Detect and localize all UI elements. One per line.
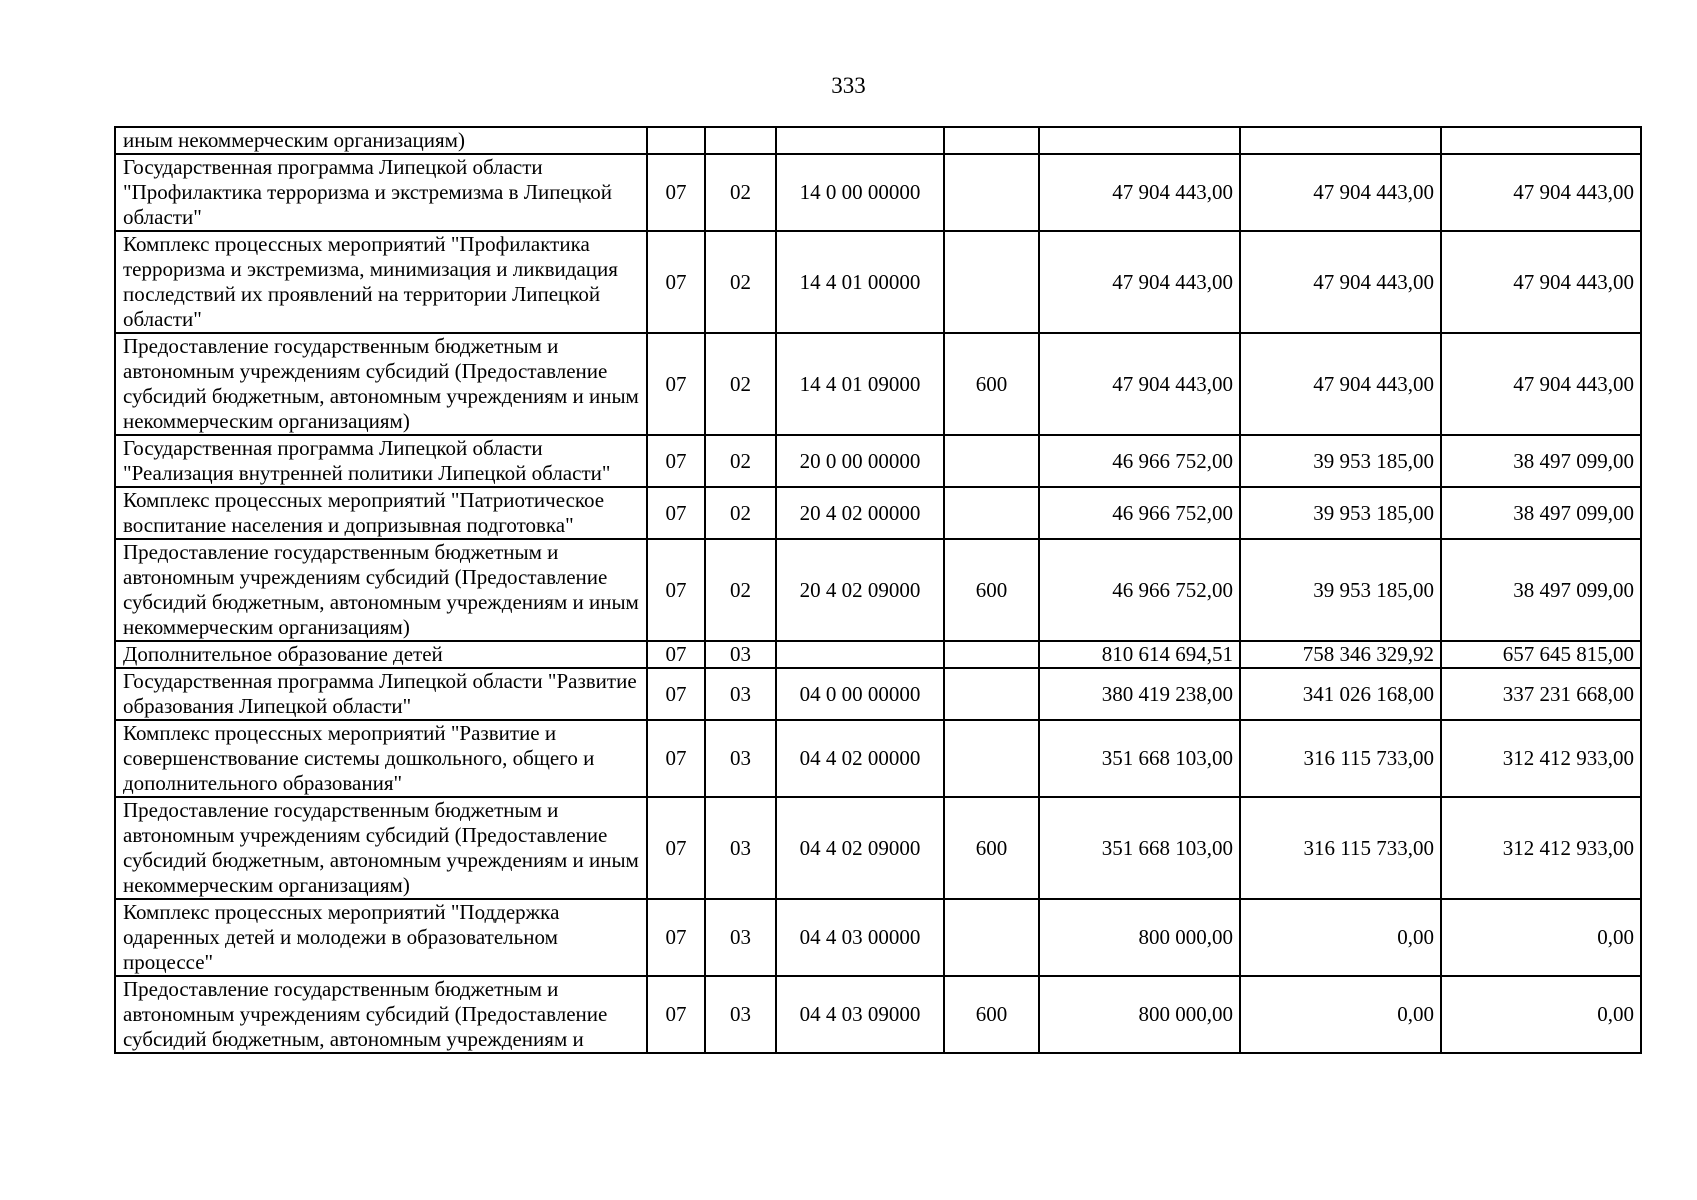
page-number: 333 — [831, 73, 866, 98]
amount-year3-cell: 47 904 443,00 — [1441, 333, 1641, 435]
amount-year3-cell — [1441, 127, 1641, 154]
section-code-cell: 07 — [647, 487, 705, 539]
amount-year3-cell: 38 497 099,00 — [1441, 487, 1641, 539]
amount-year1-cell: 800 000,00 — [1039, 976, 1240, 1053]
target-article-cell: 20 0 00 00000 — [776, 435, 944, 487]
target-article-cell — [776, 127, 944, 154]
amount-year3-cell: 38 497 099,00 — [1441, 435, 1641, 487]
subsection-code-cell: 03 — [705, 641, 776, 668]
target-article-cell: 04 4 03 00000 — [776, 899, 944, 976]
target-article-cell: 20 4 02 09000 — [776, 539, 944, 641]
section-code-cell — [647, 127, 705, 154]
amount-year2-cell: 47 904 443,00 — [1240, 333, 1441, 435]
section-code-cell: 07 — [647, 720, 705, 797]
amount-year2-cell: 39 953 185,00 — [1240, 539, 1441, 641]
amount-year3-cell: 0,00 — [1441, 976, 1641, 1053]
expense-type-cell: 600 — [944, 976, 1039, 1053]
amount-year2-cell: 0,00 — [1240, 976, 1441, 1053]
amount-year2-cell: 47 904 443,00 — [1240, 231, 1441, 333]
amount-year2-cell: 758 346 329,92 — [1240, 641, 1441, 668]
amount-year3-cell: 0,00 — [1441, 899, 1641, 976]
section-code-cell: 07 — [647, 976, 705, 1053]
amount-year3-cell: 312 412 933,00 — [1441, 797, 1641, 899]
amount-year1-cell: 47 904 443,00 — [1039, 333, 1240, 435]
row-name-cell: Государственная программа Липецкой области "Реализация внутренней политики Липецкой области" — [115, 435, 647, 487]
subsection-code-cell: 02 — [705, 539, 776, 641]
table-row — [115, 976, 1641, 1053]
amount-year1-cell: 810 614 694,51 — [1039, 641, 1240, 668]
table-row — [115, 797, 1641, 899]
row-name-cell: Предоставление государственным бюджетным и автономным учреждениям субсидий (Предоставление субсидий бюджетным, автономным учреждениям и иным некоммерческим организациям) — [115, 797, 647, 899]
expense-type-cell — [944, 668, 1039, 720]
row-name-cell: Комплекс процессных мероприятий "Поддержка одаренных детей и молодежи в образовательном процессе" — [115, 899, 647, 976]
target-article-cell: 14 4 01 09000 — [776, 333, 944, 435]
amount-year1-cell: 46 966 752,00 — [1039, 435, 1240, 487]
table-row — [115, 435, 1641, 487]
table-row — [115, 539, 1641, 641]
amount-year1-cell: 47 904 443,00 — [1039, 231, 1240, 333]
amount-year2-cell — [1240, 127, 1441, 154]
row-name-cell: Государственная программа Липецкой области "Развитие образования Липецкой области" — [115, 668, 647, 720]
expense-type-cell: 600 — [944, 797, 1039, 899]
section-code-cell: 07 — [647, 539, 705, 641]
section-code-cell: 07 — [647, 435, 705, 487]
target-article-cell: 20 4 02 00000 — [776, 487, 944, 539]
amount-year1-cell: 800 000,00 — [1039, 899, 1240, 976]
subsection-code-cell: 03 — [705, 668, 776, 720]
amount-year2-cell: 39 953 185,00 — [1240, 487, 1441, 539]
table-row — [115, 231, 1641, 333]
subsection-code-cell: 02 — [705, 487, 776, 539]
section-code-cell: 07 — [647, 668, 705, 720]
target-article-cell: 04 0 00 00000 — [776, 668, 944, 720]
amount-year1-cell — [1039, 127, 1240, 154]
amount-year3-cell: 38 497 099,00 — [1441, 539, 1641, 641]
table-row — [115, 899, 1641, 976]
amount-year3-cell: 47 904 443,00 — [1441, 154, 1641, 231]
amount-year3-cell: 312 412 933,00 — [1441, 720, 1641, 797]
target-article-cell — [776, 641, 944, 668]
table-row — [115, 127, 1641, 154]
expense-type-cell — [944, 641, 1039, 668]
table-row — [115, 641, 1641, 668]
expense-type-cell — [944, 231, 1039, 333]
subsection-code-cell: 03 — [705, 899, 776, 976]
table-row — [115, 154, 1641, 231]
expense-type-cell — [944, 720, 1039, 797]
target-article-cell: 14 4 01 00000 — [776, 231, 944, 333]
row-name-cell: Дополнительное образование детей — [115, 641, 647, 668]
target-article-cell: 14 0 00 00000 — [776, 154, 944, 231]
subsection-code-cell: 02 — [705, 333, 776, 435]
expense-type-cell — [944, 899, 1039, 976]
table-row — [115, 333, 1641, 435]
row-name-cell: Комплекс процессных мероприятий "Развитие и совершенствование системы дошкольного, общего и дополнительного образования" — [115, 720, 647, 797]
amount-year1-cell: 46 966 752,00 — [1039, 539, 1240, 641]
subsection-code-cell: 03 — [705, 720, 776, 797]
section-code-cell: 07 — [647, 154, 705, 231]
section-code-cell: 07 — [647, 333, 705, 435]
subsection-code-cell: 02 — [705, 154, 776, 231]
row-name-cell: иным некоммерческим организациям) — [115, 127, 647, 154]
row-name-cell: Предоставление государственным бюджетным и автономным учреждениям субсидий (Предоставление субсидий бюджетным, автономным учреждениям и иным некоммерческим организациям) — [115, 539, 647, 641]
amount-year2-cell: 341 026 168,00 — [1240, 668, 1441, 720]
row-name-cell: Государственная программа Липецкой области "Профилактика терроризма и экстремизма в Липецкой области" — [115, 154, 647, 231]
amount-year3-cell: 657 645 815,00 — [1441, 641, 1641, 668]
target-article-cell: 04 4 02 09000 — [776, 797, 944, 899]
amount-year2-cell: 0,00 — [1240, 899, 1441, 976]
amount-year3-cell: 337 231 668,00 — [1441, 668, 1641, 720]
expense-type-cell — [944, 127, 1039, 154]
table-row — [115, 668, 1641, 720]
target-article-cell: 04 4 02 00000 — [776, 720, 944, 797]
amount-year1-cell: 47 904 443,00 — [1039, 154, 1240, 231]
subsection-code-cell: 02 — [705, 435, 776, 487]
row-name-cell: Комплекс процессных мероприятий "Патриотическое воспитание населения и допризывная подготовка" — [115, 487, 647, 539]
amount-year3-cell: 47 904 443,00 — [1441, 231, 1641, 333]
amount-year2-cell: 316 115 733,00 — [1240, 720, 1441, 797]
expense-type-cell — [944, 435, 1039, 487]
amount-year2-cell: 316 115 733,00 — [1240, 797, 1441, 899]
amount-year2-cell: 39 953 185,00 — [1240, 435, 1441, 487]
subsection-code-cell — [705, 127, 776, 154]
expense-type-cell — [944, 154, 1039, 231]
subsection-code-cell: 03 — [705, 797, 776, 899]
amount-year1-cell: 46 966 752,00 — [1039, 487, 1240, 539]
amount-year2-cell: 47 904 443,00 — [1240, 154, 1441, 231]
amount-year1-cell: 380 419 238,00 — [1039, 668, 1240, 720]
subsection-code-cell: 02 — [705, 231, 776, 333]
expense-type-cell — [944, 487, 1039, 539]
section-code-cell: 07 — [647, 641, 705, 668]
target-article-cell: 04 4 03 09000 — [776, 976, 944, 1053]
table-row — [115, 720, 1641, 797]
row-name-cell: Предоставление государственным бюджетным и автономным учреждениям субсидий (Предоставление субсидий бюджетным, автономным учреждениям и — [115, 976, 647, 1053]
section-code-cell: 07 — [647, 899, 705, 976]
subsection-code-cell: 03 — [705, 976, 776, 1053]
amount-year1-cell: 351 668 103,00 — [1039, 797, 1240, 899]
row-name-cell: Комплекс процессных мероприятий "Профилактика терроризма и экстремизма, минимизация и ликвидация последствий их проявлений на территории Липецкой области" — [115, 231, 647, 333]
budget-table — [114, 126, 1642, 1054]
expense-type-cell: 600 — [944, 539, 1039, 641]
expense-type-cell: 600 — [944, 333, 1039, 435]
amount-year1-cell: 351 668 103,00 — [1039, 720, 1240, 797]
table-row — [115, 487, 1641, 539]
section-code-cell: 07 — [647, 231, 705, 333]
budget-table-body — [115, 127, 1641, 1053]
section-code-cell: 07 — [647, 797, 705, 899]
row-name-cell: Предоставление государственным бюджетным и автономным учреждениям субсидий (Предоставление субсидий бюджетным, автономным учреждениям и иным некоммерческим организациям) — [115, 333, 647, 435]
